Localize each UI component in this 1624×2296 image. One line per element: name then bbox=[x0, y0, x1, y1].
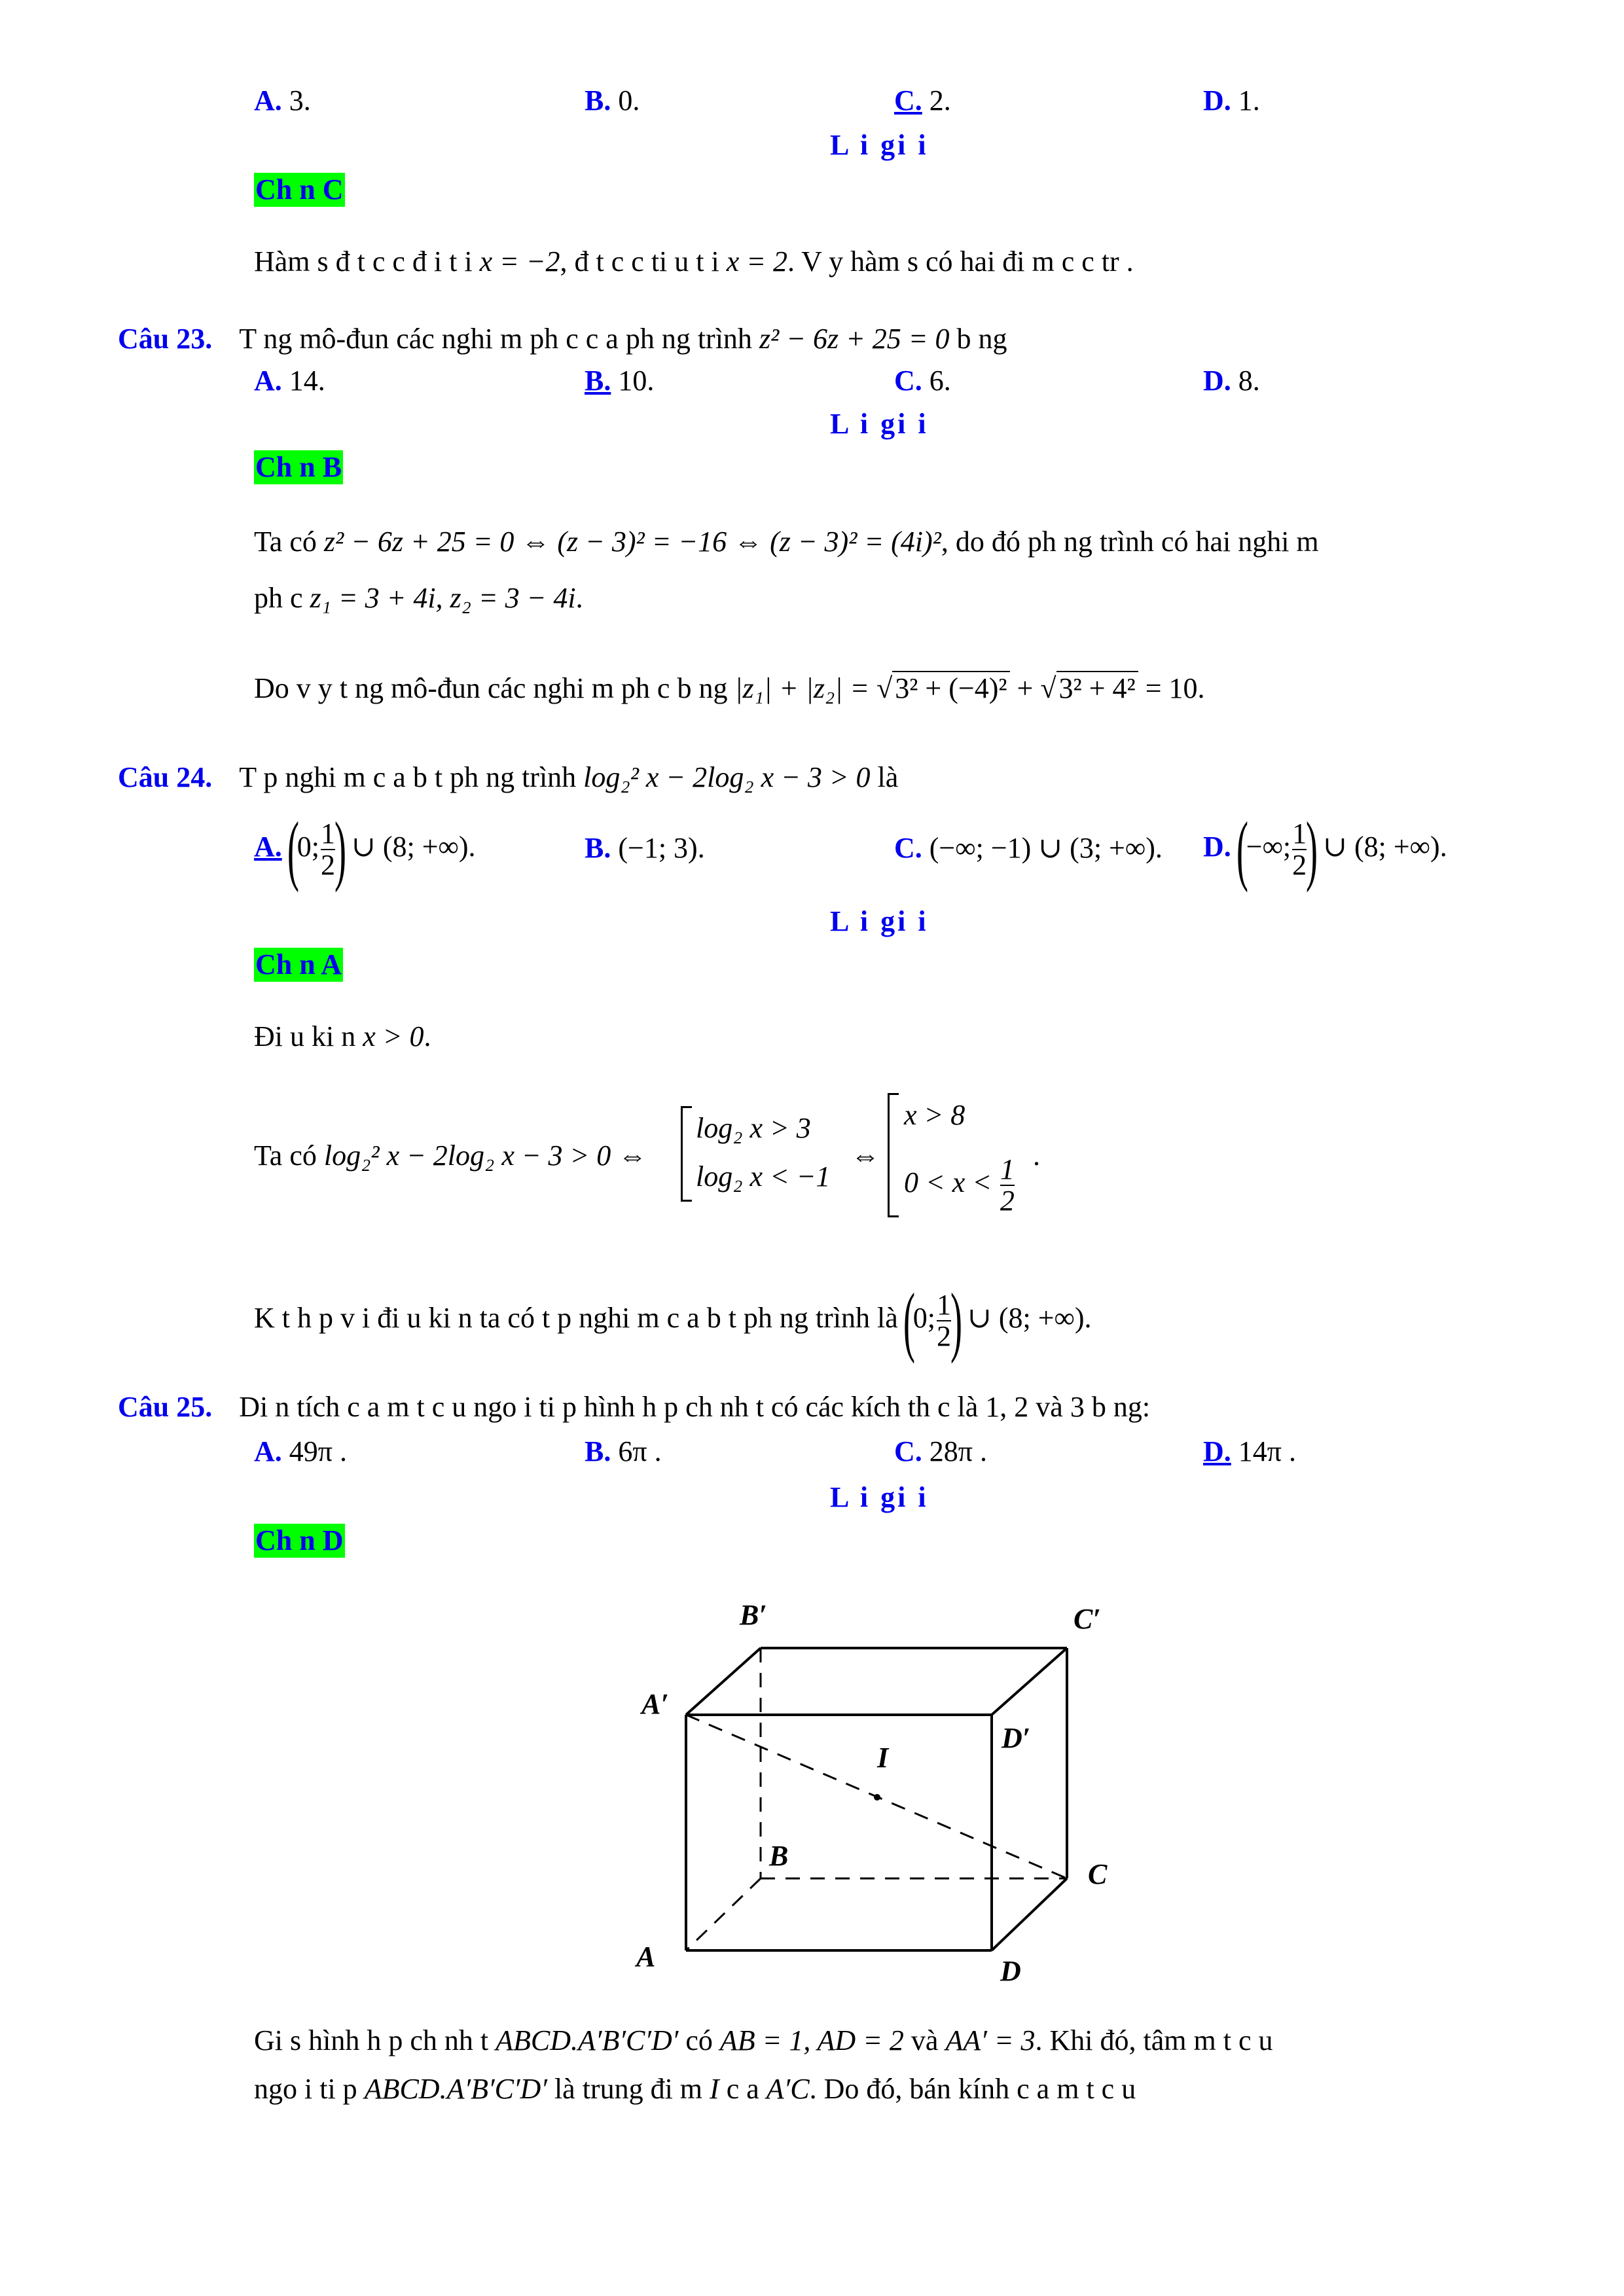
fraction-denominator: 2 bbox=[1000, 1185, 1015, 1217]
q22-chosen-answer: Ch n C bbox=[255, 173, 344, 206]
q24-stem bbox=[118, 761, 898, 794]
center-point-i bbox=[874, 1794, 880, 1801]
result: = 10. bbox=[1138, 672, 1205, 704]
math: ABCD.A′B′C′D′ bbox=[364, 2073, 547, 2105]
option-value: 2. bbox=[929, 84, 951, 117]
fraction-numerator: 1 bbox=[1292, 817, 1307, 850]
q25-option-a[interactable] bbox=[254, 1435, 347, 1468]
question-text-end: là bbox=[877, 761, 899, 793]
label-d-prime: D′ bbox=[1001, 1722, 1031, 1754]
sys-line: x > 8 bbox=[904, 1099, 965, 1131]
interval-rest: ∪ (8; +∞). bbox=[351, 831, 476, 863]
text: Gi s hình h p ch nh t bbox=[254, 2024, 489, 2056]
q22-explanation bbox=[254, 245, 1134, 278]
math: AA′ = 3 bbox=[945, 2024, 1036, 2056]
q23-option-c[interactable] bbox=[894, 364, 951, 397]
option-value: 0. bbox=[618, 84, 640, 117]
option-label: D. bbox=[1203, 84, 1231, 117]
option-label: D. bbox=[1203, 1435, 1231, 1467]
label-d: D bbox=[1000, 1955, 1021, 1987]
q24-option-a[interactable]: A. (0; $\frac{1}{2}$ ) ∪ (8; +∞). bbox=[254, 806, 476, 893]
text: , đ t c c ti u t i bbox=[560, 245, 719, 278]
math: z₁ = 3 + 4i, z₂ = 3 − 4i bbox=[310, 582, 576, 614]
q25-option-b[interactable] bbox=[585, 1435, 662, 1468]
option-value: (−∞; −1) ∪ (3; +∞). bbox=[929, 832, 1163, 864]
interval-rest: ∪ (8; +∞). bbox=[1323, 831, 1447, 863]
interval-rest: ∪ (8; +∞). bbox=[967, 1302, 1092, 1335]
label-c-prime: C′ bbox=[1074, 1603, 1101, 1635]
option-value: 6π . bbox=[618, 1435, 662, 1467]
question-text: T ng mô-đun các nghi m ph c c a ph ng trình bbox=[239, 323, 752, 355]
option-label: B. bbox=[585, 365, 611, 397]
q23-option-d[interactable] bbox=[1203, 364, 1260, 397]
text: , do đó ph ng trình có hai nghi m bbox=[941, 526, 1319, 558]
option-value: 10. bbox=[618, 365, 655, 397]
text: và bbox=[1036, 1391, 1063, 1423]
q24-chosen-answer: Ch n A bbox=[255, 948, 342, 980]
fraction-denominator: 2 bbox=[320, 849, 335, 881]
math: 0 < x < bbox=[904, 1166, 992, 1199]
option-value: (−1; 3). bbox=[618, 832, 705, 864]
label-a-prime: A′ bbox=[641, 1688, 669, 1720]
text: . Khi đó, tâm m t c u bbox=[1035, 2024, 1273, 2056]
root: 3² + (−4)² bbox=[892, 671, 1009, 704]
option-value: 49π . bbox=[289, 1435, 347, 1467]
option-label: C. bbox=[894, 832, 922, 864]
option-label: D. bbox=[1203, 831, 1231, 863]
q23-line3: Do v y t ng mô-đun các nghi m ph c b ng |z₁| + |z₂| = √3² + (−4)² + √3² + 4² = 10. bbox=[254, 672, 1205, 704]
text: Do v y t ng mô-đun các nghi m ph c b ng bbox=[254, 672, 728, 704]
label-c: C bbox=[1088, 1858, 1108, 1890]
text: Đi u ki n bbox=[254, 1020, 356, 1052]
option-label: B. bbox=[585, 832, 611, 864]
edge-a1-b1 bbox=[686, 1648, 761, 1715]
interval-start: 0; bbox=[912, 1302, 935, 1335]
option-value: 8. bbox=[1238, 365, 1260, 397]
math: A′C bbox=[766, 2073, 810, 2105]
math: x = 2 bbox=[726, 245, 787, 278]
cuboid-figure bbox=[622, 1584, 1146, 2003]
text: . Do đó, bán kính c a m t c u bbox=[809, 2073, 1136, 2105]
math: AB = 1, AD = 2 bbox=[719, 2024, 904, 2056]
q24-option-c[interactable] bbox=[894, 831, 1163, 865]
q22-option-d[interactable] bbox=[1203, 84, 1260, 117]
question-text: T p nghi m c a b t ph ng trình bbox=[239, 761, 577, 793]
fraction-numerator: 1 bbox=[936, 1289, 951, 1321]
text: . bbox=[575, 582, 583, 614]
option-label: B. bbox=[585, 1435, 611, 1467]
option-value: 3. bbox=[289, 84, 311, 117]
q25-stem bbox=[118, 1390, 1150, 1424]
q25-line1 bbox=[254, 2024, 1272, 2057]
math: |z₁| + |z₂| = bbox=[734, 672, 877, 704]
option-label: C. bbox=[894, 1435, 922, 1467]
q25-chosen-answer: Ch n D bbox=[255, 1524, 344, 1556]
label-b-prime: B′ bbox=[740, 1599, 767, 1631]
question-number: Câu 23. bbox=[118, 323, 213, 355]
option-value: 14π . bbox=[1238, 1435, 1296, 1467]
q25-option-c[interactable] bbox=[894, 1435, 987, 1468]
q22-option-b[interactable] bbox=[585, 84, 640, 117]
label-i: I bbox=[877, 1742, 889, 1774]
text: . V y hàm s có hai đi m c c tr . bbox=[787, 245, 1134, 278]
math: z² − 6z + 25 = 0 ⇔ (z − 3)² = −16 ⇔ (z − 3)² = (4i)² bbox=[323, 526, 941, 558]
question-number: Câu 24. bbox=[118, 761, 213, 793]
text: K t h p v i đi u ki n ta có t p nghi m c a b t ph ng trình là bbox=[254, 1302, 898, 1335]
question-text: Di n tích c a m t c u ngo i ti p hình h p ch nh t có các kích th c là bbox=[239, 1391, 979, 1423]
q22-option-a[interactable] bbox=[254, 84, 311, 117]
label-b: B bbox=[769, 1840, 789, 1872]
option-label: C. bbox=[894, 365, 922, 397]
q24-solution-heading: L i gi i bbox=[830, 905, 929, 937]
q24-system-bracket-2 bbox=[888, 1093, 1047, 1217]
q25-option-d[interactable] bbox=[1203, 1435, 1296, 1468]
label-a: A bbox=[636, 1941, 656, 1973]
q24-system-bracket-1 bbox=[681, 1106, 853, 1202]
math: log₂² x − 2log₂ x − 3 > 0 ⇔ bbox=[323, 1139, 647, 1172]
dimension: 3 bbox=[1070, 1391, 1085, 1423]
root: 3² + 4² bbox=[1056, 671, 1138, 704]
question-number: Câu 25. bbox=[118, 1391, 213, 1423]
fraction-numerator: 1 bbox=[320, 817, 335, 850]
q24-system-iff: ⇔ bbox=[851, 1139, 880, 1172]
sys-line: log₂ x < −1 bbox=[696, 1160, 831, 1193]
option-label: B. bbox=[585, 84, 611, 117]
dimensions: 1, 2 bbox=[985, 1391, 1029, 1423]
q23-stem bbox=[118, 322, 1007, 355]
plus: + bbox=[1009, 672, 1041, 704]
question-text-end: b ng bbox=[956, 323, 1007, 355]
q22-option-c[interactable] bbox=[894, 84, 951, 117]
text: và bbox=[911, 2024, 939, 2056]
option-label: A. bbox=[254, 365, 282, 397]
inequality: log₂² x − 2log₂ x − 3 > 0 bbox=[583, 761, 871, 793]
edge-c1-d1 bbox=[992, 1648, 1067, 1715]
q25-solution-heading: L i gi i bbox=[830, 1481, 929, 1513]
fraction-denominator: 2 bbox=[936, 1320, 951, 1352]
question-text-end: b ng: bbox=[1091, 1391, 1151, 1423]
sys-line: log₂ x > 3 bbox=[696, 1112, 811, 1144]
q24-conclusion: K t h p v i đi u ki n ta có t p nghi m c a b t ph ng trình là (0; $\frac{1}{2}$ ) ∪ (8; +∞). bbox=[254, 1277, 1092, 1364]
interval-start: −∞; bbox=[1246, 831, 1291, 863]
q23-solution-heading: L i gi i bbox=[830, 408, 929, 440]
edge-c-d bbox=[992, 1878, 1067, 1950]
text: có bbox=[685, 2024, 713, 2056]
q24-option-b[interactable] bbox=[585, 831, 705, 865]
text: c a bbox=[726, 2073, 759, 2105]
q23-chosen-answer: Ch n B bbox=[255, 451, 342, 483]
q25-line2 bbox=[254, 2072, 1136, 2106]
q23-line2 bbox=[254, 581, 583, 615]
math: ABCD.A′B′C′D′ bbox=[496, 2024, 679, 2056]
q24-system-lhs bbox=[254, 1139, 647, 1172]
equation: z² − 6z + 25 = 0 bbox=[759, 323, 950, 355]
sys-line-2 bbox=[904, 1155, 1016, 1216]
text: Ta có bbox=[254, 1139, 317, 1172]
option-label: A. bbox=[254, 1435, 282, 1467]
interval-start: 0; bbox=[297, 831, 319, 863]
text: Hàm s đ t c c đ i t i bbox=[254, 245, 473, 278]
option-value: 6. bbox=[929, 365, 951, 397]
option-label: D. bbox=[1203, 365, 1231, 397]
q24-option-d[interactable]: D. (−∞; $\frac{1}{2}$ ) ∪ (8; +∞). bbox=[1203, 806, 1447, 893]
option-value: 28π . bbox=[929, 1435, 987, 1467]
q23-option-b[interactable] bbox=[585, 364, 654, 397]
text: là trung đi m bbox=[554, 2073, 703, 2105]
text: . bbox=[424, 1020, 431, 1052]
q24-condition bbox=[254, 1020, 431, 1053]
fraction-denominator: 2 bbox=[1292, 849, 1307, 881]
q23-line1 bbox=[254, 525, 1319, 558]
option-label: A. bbox=[254, 84, 282, 117]
fraction-numerator: 1 bbox=[1000, 1153, 1015, 1185]
edge-b-a bbox=[686, 1878, 761, 1950]
text: ph c bbox=[254, 582, 303, 614]
option-value: 1. bbox=[1238, 84, 1260, 117]
option-label: C. bbox=[894, 84, 922, 117]
math: x > 0 bbox=[363, 1020, 424, 1052]
text: ngo i ti p bbox=[254, 2073, 357, 2105]
q22-solution-heading: L i gi i bbox=[830, 129, 929, 161]
q23-option-a[interactable] bbox=[254, 364, 325, 397]
q24-system-end: . bbox=[1033, 1139, 1040, 1172]
math: I bbox=[710, 2073, 719, 2105]
option-label: A. bbox=[254, 831, 282, 863]
option-value: 14. bbox=[289, 365, 325, 397]
math: x = −2 bbox=[479, 245, 560, 278]
text: Ta có bbox=[254, 526, 317, 558]
